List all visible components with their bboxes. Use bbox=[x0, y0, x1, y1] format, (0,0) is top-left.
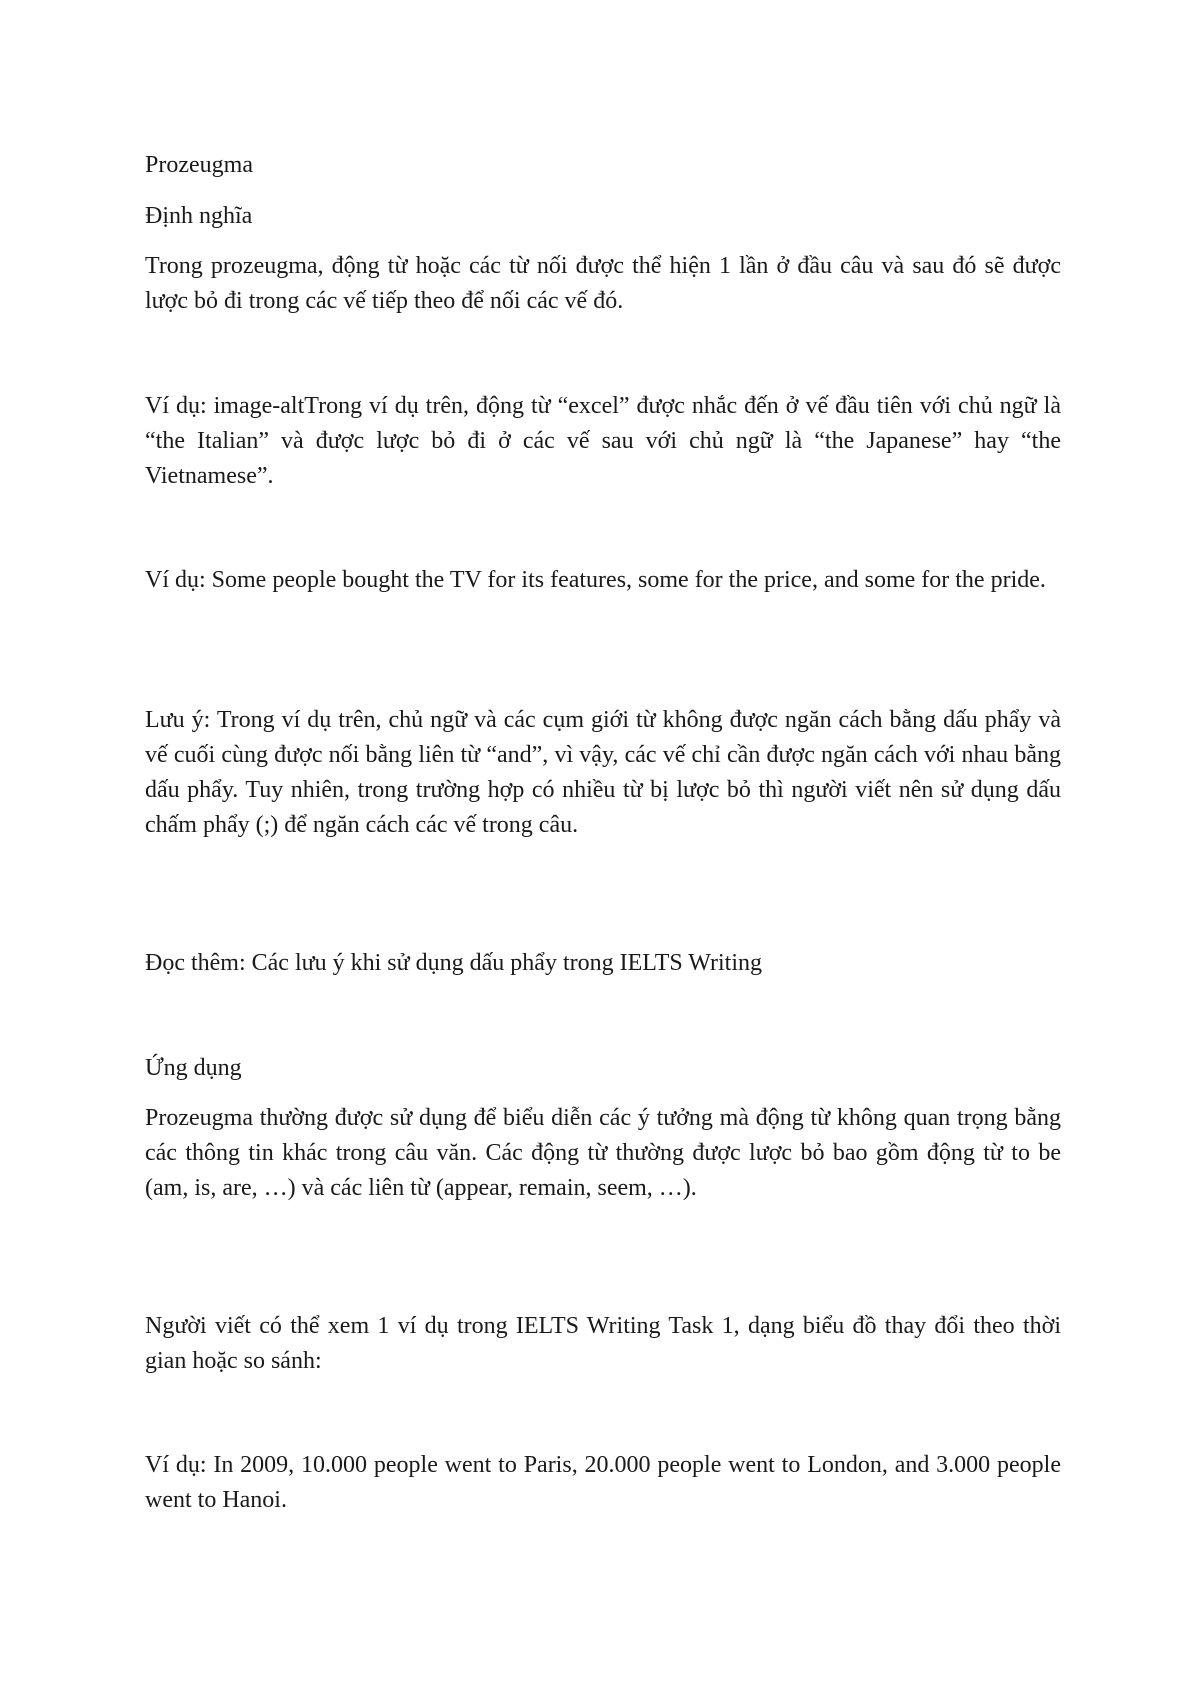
read-more-link[interactable]: Đọc thêm: Các lưu ý khi sử dụng dấu phẩy trong IELTS Writing bbox=[145, 950, 762, 976]
example-paragraph-1: Ví dụ: image-altTrong ví dụ trên, động từ “excel” được nhắc đến ở vế đầu tiên với chủ ngữ là “the Italian” và được lược bỏ đi ở các vế sau với chủ ngữ là “the Japanese” hay “the Vietnamese”. bbox=[145, 393, 1061, 489]
definition-paragraph: Trong prozeugma, động từ hoặc các từ nối được thể hiện 1 lần ở đầu câu và sau đó sẽ được lược bỏ đi trong các vế tiếp theo để nối các vế đó. bbox=[145, 253, 1061, 314]
application-paragraph: Prozeugma thường được sử dụng để biểu diễn các ý tưởng mà động từ không quan trọng bằng các thông tin khác trong câu văn. Các động từ thường được lược bỏ bao gồm động từ to be (am, is, are, …) và các liên từ (appear, remain, seem, …). bbox=[145, 1105, 1061, 1201]
note-paragraph: Lưu ý: Trong ví dụ trên, chủ ngữ và các cụm giới từ không được ngăn cách bằng dấu phẩy và vế cuối cùng được nối bằng liên từ “and”, vì vậy, các vế chỉ cần được ngăn cách với nhau bằng dấu phẩy. Tuy nhiên, trong trường hợp có nhiều từ bị lược bỏ thì người viết nên sử dụng dấu chấm phẩy (;) để ngăn cách các vế trong câu. bbox=[145, 707, 1061, 838]
example-paragraph-3: Ví dụ: In 2009, 10.000 people went to Paris, 20.000 people went to London, and 3.000 people went to Hanoi. bbox=[145, 1452, 1061, 1513]
example-paragraph-2: Ví dụ: Some people bought the TV for its features, some for the price, and some for the pride. bbox=[145, 567, 1046, 593]
task-intro-paragraph: Người viết có thể xem 1 ví dụ trong IELTS Writing Task 1, dạng biểu đồ thay đổi theo thời gian hoặc so sánh: bbox=[145, 1313, 1061, 1374]
definition-heading: Định nghĩa bbox=[145, 203, 253, 229]
document-title: Prozeugma bbox=[145, 152, 253, 178]
application-heading: Ứng dụng bbox=[145, 1055, 242, 1081]
